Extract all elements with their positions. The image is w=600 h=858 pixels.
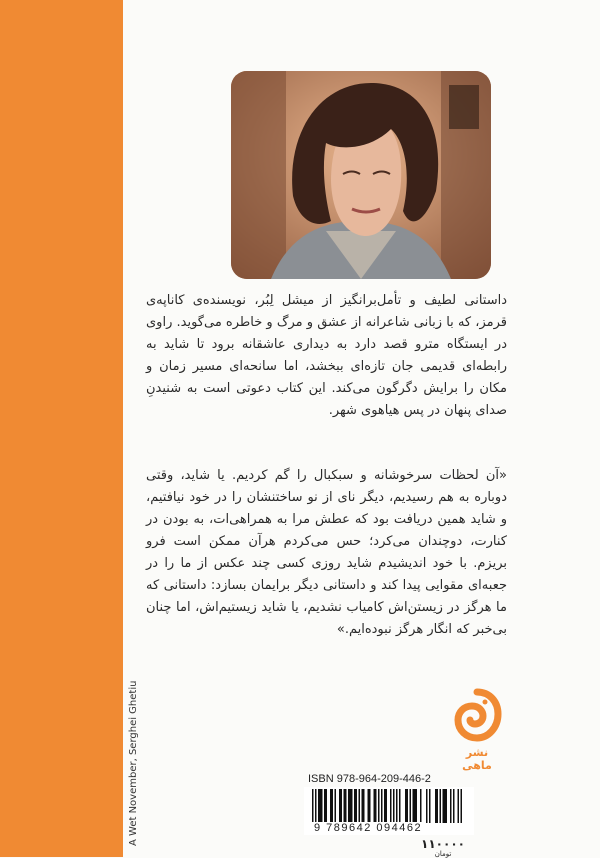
barcode-bar	[458, 789, 460, 823]
spine-title: A Wet November, Serghei Ghetiu	[128, 680, 139, 846]
barcode-bar	[396, 789, 398, 823]
barcode-bar	[369, 789, 371, 823]
barcode-bar	[393, 789, 395, 823]
price-unit: تومان	[434, 850, 452, 858]
barcode-bar	[339, 789, 341, 823]
barcode-bar	[390, 789, 392, 823]
barcode-bar	[341, 789, 343, 823]
barcode-bar	[437, 789, 439, 823]
barcode-bar	[378, 789, 380, 823]
barcode-bar	[405, 789, 407, 823]
publisher-logo	[452, 686, 502, 772]
barcode-bar	[384, 789, 386, 823]
publisher-name: نشر ماهی	[462, 746, 492, 772]
barcode-number: 9 789642 094462	[314, 822, 423, 834]
author-photo	[231, 71, 491, 279]
barcode-bar	[410, 789, 412, 823]
barcode-bar	[335, 789, 337, 823]
barcode-bar	[351, 789, 353, 823]
excerpt-quote: «آن لحظات سرخوشانه و سبکبال را گم کردیم. یا شاید، وقتی دوباره به هم رسیدیم، دیگر نای از نو ساختنشان را در خود نیافتیم، و شاید همین دریافت بود که عطش مرا به همراهی‌ات، به بودن در کنارت، دوچندان می‌کرد؛ حس می‌کردم هرآن ممکن است فرو بریزم. با خود اندیشیدم شاید روزی کسی چند عکس از ما را در جعبه‌ای مقوایی پیدا کند و داستانی دیگر برایمان بسازد: داستانی که ما هرگز در زیستن‌اش کامیاب نشدیم، یا شاید زیستیم‌اش، اما چنان بی‌خبر که انگار هرگز نبوده‌ایم.»	[146, 468, 507, 637]
barcode-bar	[330, 789, 332, 823]
blurb-paragraph: داستانی لطیف و تأمل‌برانگیز از میشل لِبُر، نویسنده‌ی کاناپه‌ی قرمز، که با زبانی شاعرانه از عشق و مرگ و خاطره می‌گوید. راوی در ایستگاه مترو قصد دارد به دیداری عاشقانه برود تا شاید به رابطه‌ای قدیمی جان تازه‌ای ببخشد، اما سانحه‌ای مسیر زمان و مکان را برایش دگرگون می‌کند. این کتاب دعوتی است به شنیدنِ صدای پنهان در پس هیاهوی شهر.	[146, 293, 507, 418]
isbn-label: ISBN 978-964-209-446-2	[308, 773, 431, 785]
barcode-bar	[321, 789, 323, 823]
barcode-bar	[453, 789, 455, 823]
barcode-bar	[399, 789, 401, 823]
barcode-bar	[362, 789, 364, 823]
barcode-bar	[363, 789, 365, 823]
barcode-bar	[450, 789, 452, 823]
spine-band	[0, 0, 123, 857]
barcode-bar	[374, 789, 376, 823]
barcode-bar	[381, 789, 383, 823]
barcode-bar	[326, 789, 328, 823]
barcode-bar	[332, 789, 334, 823]
barcode-bar	[444, 789, 446, 823]
price-value: ۱۱۰۰۰۰	[421, 837, 465, 851]
author-portrait-photo	[231, 71, 491, 279]
barcode-bar	[461, 789, 463, 823]
barcode-bar	[443, 789, 445, 823]
barcode-bar	[440, 789, 442, 823]
barcode-bar	[426, 789, 428, 823]
barcode-bar	[320, 789, 322, 823]
barcode-bar	[354, 789, 356, 823]
barcode-bar	[350, 789, 352, 823]
barcode-bar	[435, 789, 437, 823]
barcode-bar	[407, 789, 409, 823]
barcode-bar	[375, 789, 377, 823]
barcode-bar	[446, 789, 448, 823]
barcode-bar	[345, 789, 347, 823]
barcode-bar	[416, 789, 418, 823]
barcode-bar	[344, 789, 346, 823]
barcode-bar	[324, 789, 326, 823]
price	[410, 838, 476, 858]
barcode-bar	[315, 789, 317, 823]
barcode-bar	[359, 789, 361, 823]
barcode-bar	[356, 789, 358, 823]
barcode-bar	[318, 789, 320, 823]
barcode-bar	[429, 789, 431, 823]
barcode-bar	[413, 789, 415, 823]
barcode-bar	[368, 789, 370, 823]
barcode-bar	[348, 789, 350, 823]
barcode-bar	[420, 789, 422, 823]
barcode-bar	[386, 789, 388, 823]
barcode-bar	[414, 789, 416, 823]
barcode-bar	[312, 789, 314, 823]
